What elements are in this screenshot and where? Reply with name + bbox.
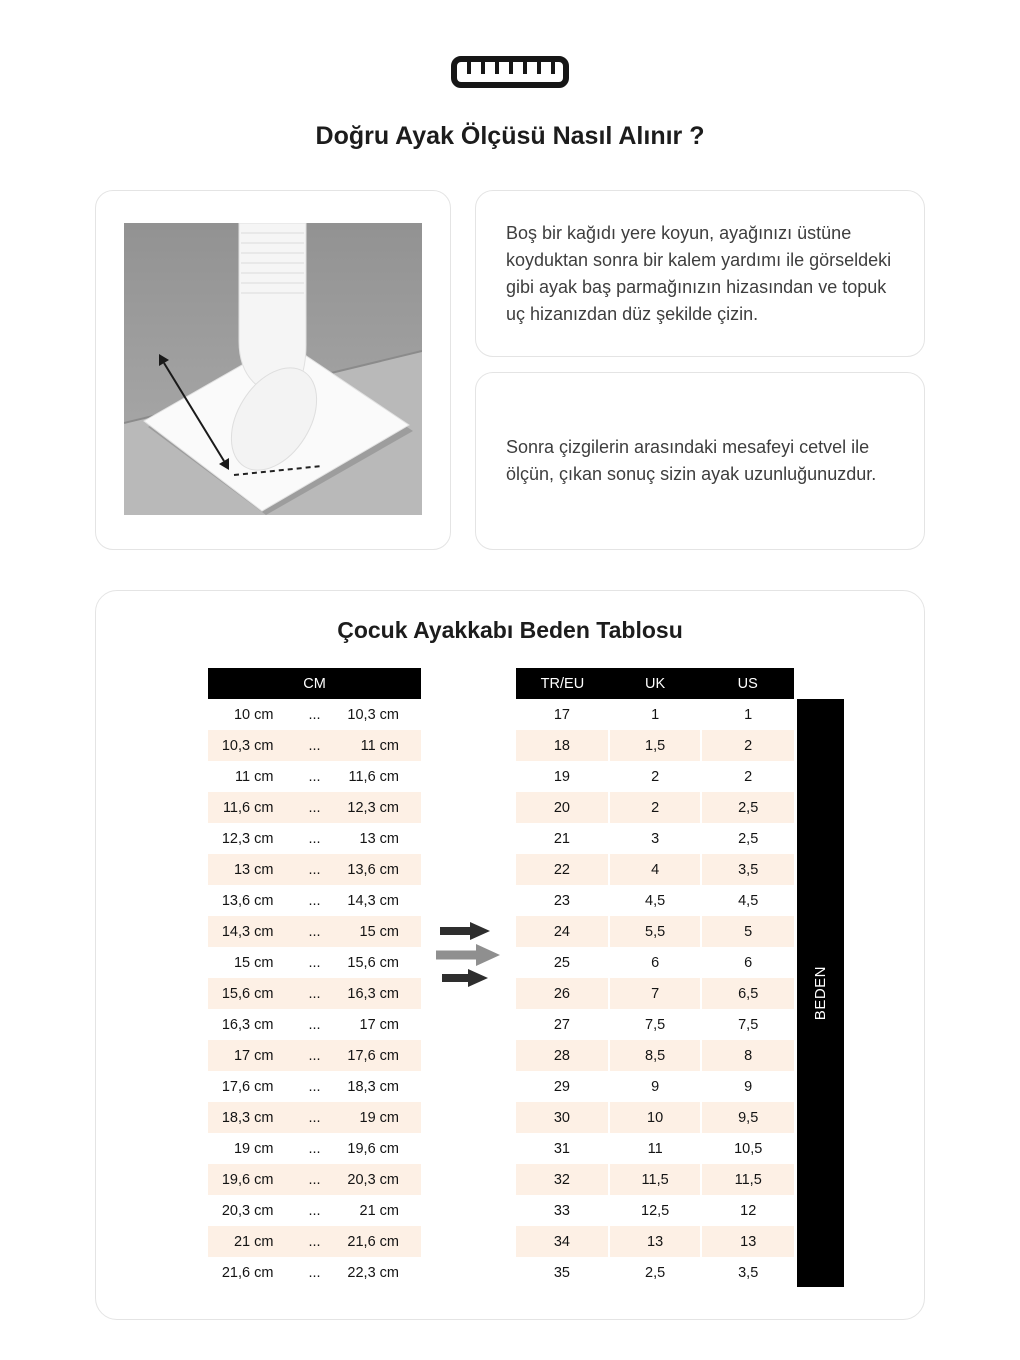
cm-to-value: 13 cm [332, 823, 421, 854]
size-table-row [516, 1102, 794, 1133]
us-value: 3,5 [701, 854, 794, 885]
cm-table-row [208, 1133, 421, 1164]
size-table-row [516, 1226, 794, 1257]
cm-to-value: 21,6 cm [332, 1226, 421, 1257]
size-table-row [516, 1257, 794, 1288]
size-conversion-table [516, 668, 794, 1288]
range-dots: ... [297, 978, 331, 1009]
us-value: 9,5 [701, 1102, 794, 1133]
cm-from-value: 21,6 cm [208, 1257, 297, 1288]
instruction-text-1: Boş bir kağıdı yere koyun, ayağınızı üstüne koyduktan sonra bir kalem yardımı ile görseldeki gibi ayak baş parmağınızın hizasından ve topuk uç hizanızdan düz şekilde çizin. [506, 222, 892, 324]
foot-measurement-photo [124, 223, 422, 515]
range-dots: ... [297, 1226, 331, 1257]
range-dots: ... [297, 1257, 331, 1288]
tr-eu-value: 18 [516, 730, 609, 761]
size-table-card [95, 590, 925, 1320]
uk-value: 1,5 [609, 730, 702, 761]
cm-header: CM [208, 668, 421, 699]
cm-table-row [208, 699, 421, 730]
instruction-box-1 [475, 190, 925, 357]
ruler-icon [0, 52, 1020, 92]
cm-to-value: 16,3 cm [332, 978, 421, 1009]
cm-table-row [208, 1102, 421, 1133]
range-dots: ... [297, 1071, 331, 1102]
cm-to-value: 11 cm [332, 730, 421, 761]
size-table-row [516, 854, 794, 885]
us-value: 8 [701, 1040, 794, 1071]
size-table-row [516, 699, 794, 730]
beden-label: BEDEN [812, 965, 829, 1021]
cm-from-value: 21 cm [208, 1226, 297, 1257]
us-value: 11,5 [701, 1164, 794, 1195]
beden-sidebar [797, 699, 844, 1287]
foot-photo-card [95, 190, 451, 550]
range-dots: ... [297, 947, 331, 978]
uk-value: 10 [609, 1102, 702, 1133]
cm-to-value: 15,6 cm [332, 947, 421, 978]
cm-from-value: 19,6 cm [208, 1164, 297, 1195]
cm-from-value: 12,3 cm [208, 823, 297, 854]
cm-from-value: 10 cm [208, 699, 297, 730]
us-value: 4,5 [701, 885, 794, 916]
range-dots: ... [297, 1133, 331, 1164]
size-table-row [516, 978, 794, 1009]
cm-from-value: 15,6 cm [208, 978, 297, 1009]
range-dots: ... [297, 761, 331, 792]
cm-from-value: 20,3 cm [208, 1195, 297, 1226]
size-table-row [516, 1164, 794, 1195]
size-table-row [516, 1071, 794, 1102]
us-value: 2 [701, 761, 794, 792]
size-table-row [516, 792, 794, 823]
uk-value: 2 [609, 761, 702, 792]
range-dots: ... [297, 1164, 331, 1195]
us-value: 10,5 [701, 1133, 794, 1164]
size-table-row [516, 885, 794, 916]
us-value: 2,5 [701, 823, 794, 854]
cm-from-value: 10,3 cm [208, 730, 297, 761]
tr-eu-value: 24 [516, 916, 609, 947]
range-dots: ... [297, 1195, 331, 1226]
cm-table-row [208, 792, 421, 823]
uk-value: 13 [609, 1226, 702, 1257]
cm-table-row [208, 730, 421, 761]
range-dots: ... [297, 885, 331, 916]
cm-from-value: 19 cm [208, 1133, 297, 1164]
uk-value: 2,5 [609, 1257, 702, 1288]
cm-table-row [208, 885, 421, 916]
tr-eu-value: 34 [516, 1226, 609, 1257]
us-value: 6 [701, 947, 794, 978]
cm-table-row [208, 1226, 421, 1257]
uk-value: 7 [609, 978, 702, 1009]
cm-table-row [208, 1040, 421, 1071]
us-value: 1 [701, 699, 794, 730]
tr-eu-value: 20 [516, 792, 609, 823]
range-dots: ... [297, 730, 331, 761]
us-value: 7,5 [701, 1009, 794, 1040]
uk-value: 12,5 [609, 1195, 702, 1226]
tr-eu-value: 33 [516, 1195, 609, 1226]
size-table-title: Çocuk Ayakkabı Beden Tablosu [337, 617, 683, 643]
cm-to-value: 14,3 cm [332, 885, 421, 916]
cm-table-row [208, 978, 421, 1009]
tr-eu-value: 35 [516, 1257, 609, 1288]
tr-eu-value: 31 [516, 1133, 609, 1164]
uk-value: 2 [609, 792, 702, 823]
tr-eu-header: TR/EU [516, 668, 609, 699]
cm-from-value: 11 cm [208, 761, 297, 792]
cm-to-value: 10,3 cm [332, 699, 421, 730]
uk-value: 9 [609, 1071, 702, 1102]
tr-eu-value: 17 [516, 699, 609, 730]
uk-value: 6 [609, 947, 702, 978]
instruction-text-2: Sonra çizgilerin arasındaki mesafeyi cetvel ile ölçün, çıkan sonuç sizin ayak uzunluğunuzdur. [506, 437, 877, 484]
size-table-row [516, 916, 794, 947]
us-value: 3,5 [701, 1257, 794, 1288]
cm-to-value: 17 cm [332, 1009, 421, 1040]
uk-value: 5,5 [609, 916, 702, 947]
cm-from-value: 14,3 cm [208, 916, 297, 947]
tr-eu-value: 28 [516, 1040, 609, 1071]
size-table-row [516, 1195, 794, 1226]
uk-value: 1 [609, 699, 702, 730]
cm-from-value: 13,6 cm [208, 885, 297, 916]
cm-from-value: 17,6 cm [208, 1071, 297, 1102]
size-table-body [516, 699, 794, 1288]
range-dots: ... [297, 916, 331, 947]
range-dots: ... [297, 1009, 331, 1040]
cm-to-value: 12,3 cm [332, 792, 421, 823]
us-value: 12 [701, 1195, 794, 1226]
cm-table-row [208, 916, 421, 947]
tr-eu-value: 30 [516, 1102, 609, 1133]
range-dots: ... [297, 1102, 331, 1133]
cm-to-value: 22,3 cm [332, 1257, 421, 1288]
uk-value: 11 [609, 1133, 702, 1164]
us-value: 6,5 [701, 978, 794, 1009]
cm-table-row [208, 1195, 421, 1226]
cm-table-row [208, 947, 421, 978]
cm-from-value: 15 cm [208, 947, 297, 978]
uk-value: 7,5 [609, 1009, 702, 1040]
uk-value: 4,5 [609, 885, 702, 916]
cm-to-value: 11,6 cm [332, 761, 421, 792]
us-header: US [701, 668, 794, 699]
cm-to-value: 17,6 cm [332, 1040, 421, 1071]
cm-to-value: 20,3 cm [332, 1164, 421, 1195]
us-value: 2 [701, 730, 794, 761]
range-dots: ... [297, 1040, 331, 1071]
tr-eu-value: 25 [516, 947, 609, 978]
cm-table-body [208, 699, 421, 1288]
triple-right-arrows-icon [434, 919, 512, 989]
cm-from-value: 18,3 cm [208, 1102, 297, 1133]
us-value: 2,5 [701, 792, 794, 823]
cm-to-value: 18,3 cm [332, 1071, 421, 1102]
cm-table-header-row [208, 668, 421, 699]
uk-header: UK [609, 668, 702, 699]
tr-eu-value: 27 [516, 1009, 609, 1040]
us-value: 5 [701, 916, 794, 947]
range-dots: ... [297, 699, 331, 730]
us-value: 13 [701, 1226, 794, 1257]
us-value: 9 [701, 1071, 794, 1102]
cm-table-row [208, 1164, 421, 1195]
range-dots: ... [297, 854, 331, 885]
cm-from-value: 17 cm [208, 1040, 297, 1071]
cm-table-row [208, 823, 421, 854]
range-dots: ... [297, 792, 331, 823]
size-table-row [516, 761, 794, 792]
size-table-row [516, 1040, 794, 1071]
cm-table [208, 668, 421, 1288]
tr-eu-value: 26 [516, 978, 609, 1009]
cm-to-value: 19,6 cm [332, 1133, 421, 1164]
tr-eu-value: 29 [516, 1071, 609, 1102]
uk-value: 3 [609, 823, 702, 854]
uk-value: 4 [609, 854, 702, 885]
cm-from-value: 16,3 cm [208, 1009, 297, 1040]
cm-to-value: 15 cm [332, 916, 421, 947]
size-table-row [516, 1133, 794, 1164]
cm-from-value: 11,6 cm [208, 792, 297, 823]
tr-eu-value: 19 [516, 761, 609, 792]
instruction-box-2 [475, 372, 925, 550]
tr-eu-value: 23 [516, 885, 609, 916]
uk-value: 8,5 [609, 1040, 702, 1071]
cm-to-value: 21 cm [332, 1195, 421, 1226]
uk-value: 11,5 [609, 1164, 702, 1195]
cm-table-row [208, 1009, 421, 1040]
tr-eu-value: 22 [516, 854, 609, 885]
size-table-header-row [516, 668, 794, 699]
cm-table-row [208, 1071, 421, 1102]
size-table-row [516, 1009, 794, 1040]
size-table-row [516, 730, 794, 761]
tr-eu-value: 32 [516, 1164, 609, 1195]
cm-table-row [208, 854, 421, 885]
range-dots: ... [297, 823, 331, 854]
cm-table-row [208, 1257, 421, 1288]
cm-to-value: 13,6 cm [332, 854, 421, 885]
cm-table-row [208, 761, 421, 792]
cm-to-value: 19 cm [332, 1102, 421, 1133]
tr-eu-value: 21 [516, 823, 609, 854]
page-title: Doğru Ayak Ölçüsü Nasıl Alınır ? [315, 122, 705, 150]
cm-from-value: 13 cm [208, 854, 297, 885]
size-table-row [516, 823, 794, 854]
size-table-row [516, 947, 794, 978]
